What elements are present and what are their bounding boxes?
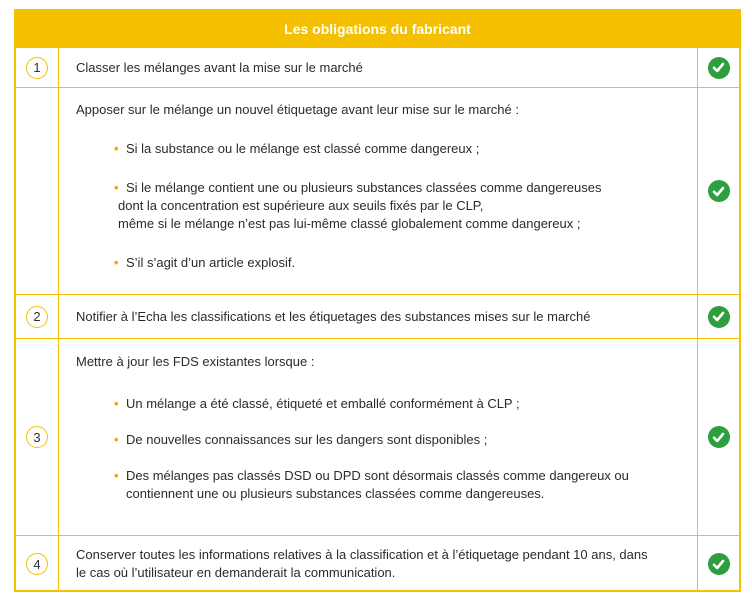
row-text-cell: [76, 88, 683, 294]
row-text: Notifier à l’Echa les classifications et les étiquetages des substances mises sur le marché: [76, 308, 591, 324]
table-row: [16, 294, 739, 338]
obligations-table: [14, 9, 741, 592]
table-header: [16, 11, 739, 47]
row-text-cell: [76, 339, 683, 535]
row-text-cell: [76, 295, 683, 338]
number-cell: [16, 88, 59, 294]
bullet-list: [76, 140, 683, 272]
check-icon: [708, 306, 730, 328]
table-row: [16, 338, 739, 535]
bullet-item: • Si le mélange contient une ou plusieurs substances classées comme dangereuses dont la concentration est supérieure aux seuils fixés par le CLP, même si le mélange n’est pas lui-même classé globalement comme dangereux ;: [114, 179, 683, 233]
row-text-cell: [76, 536, 683, 592]
status-cell: [697, 88, 739, 294]
check-icon: [708, 180, 730, 202]
bullet-item: • Si la substance ou le mélange est classé comme dangereux ;: [114, 140, 683, 158]
bullet-item: • Un mélange a été classé, étiqueté et emballé conformément à CLP ;: [114, 395, 683, 413]
status-cell: [697, 339, 739, 535]
number-badge: 4: [26, 553, 48, 575]
number-cell: [16, 339, 59, 535]
bullet-item: • De nouvelles connaissances sur les dangers sont disponibles ;: [114, 431, 683, 449]
row-text-cell: [76, 48, 683, 87]
number-badge: 3: [26, 426, 48, 448]
status-cell: [697, 536, 739, 592]
number-badge: 1: [26, 57, 48, 79]
bullet-item: • S’il s’agit d’un article explosif.: [114, 254, 683, 272]
check-icon: [708, 426, 730, 448]
check-icon: [708, 57, 730, 79]
table-row: [16, 47, 739, 87]
number-cell: [16, 295, 59, 338]
table-row: [16, 87, 739, 294]
number-cell: [16, 536, 59, 592]
bullet-item: • Des mélanges pas classés DSD ou DPD sont désormais classés comme dangereux ou contiennent une ou plusieurs substances classées comme dangereuses.: [114, 467, 683, 503]
number-cell: [16, 48, 59, 87]
status-cell: [697, 295, 739, 338]
row-intro: Mettre à jour les FDS existantes lorsque :: [76, 354, 315, 369]
row-intro: Apposer sur le mélange un nouvel étiquetage avant leur mise sur le marché :: [76, 102, 519, 117]
table-title: Les obligations du fabricant: [284, 21, 471, 37]
number-badge: 2: [26, 306, 48, 328]
check-icon: [708, 553, 730, 575]
bullet-list: [76, 395, 683, 503]
row-text: Conserver toutes les informations relatives à la classification et à l’étiquetage pendant 10 ans, dans le cas où l’utilisateur en demanderait la communication.: [76, 547, 648, 580]
table-row: [16, 535, 739, 592]
status-cell: [697, 48, 739, 87]
row-text: Classer les mélanges avant la mise sur le marché: [76, 59, 363, 75]
